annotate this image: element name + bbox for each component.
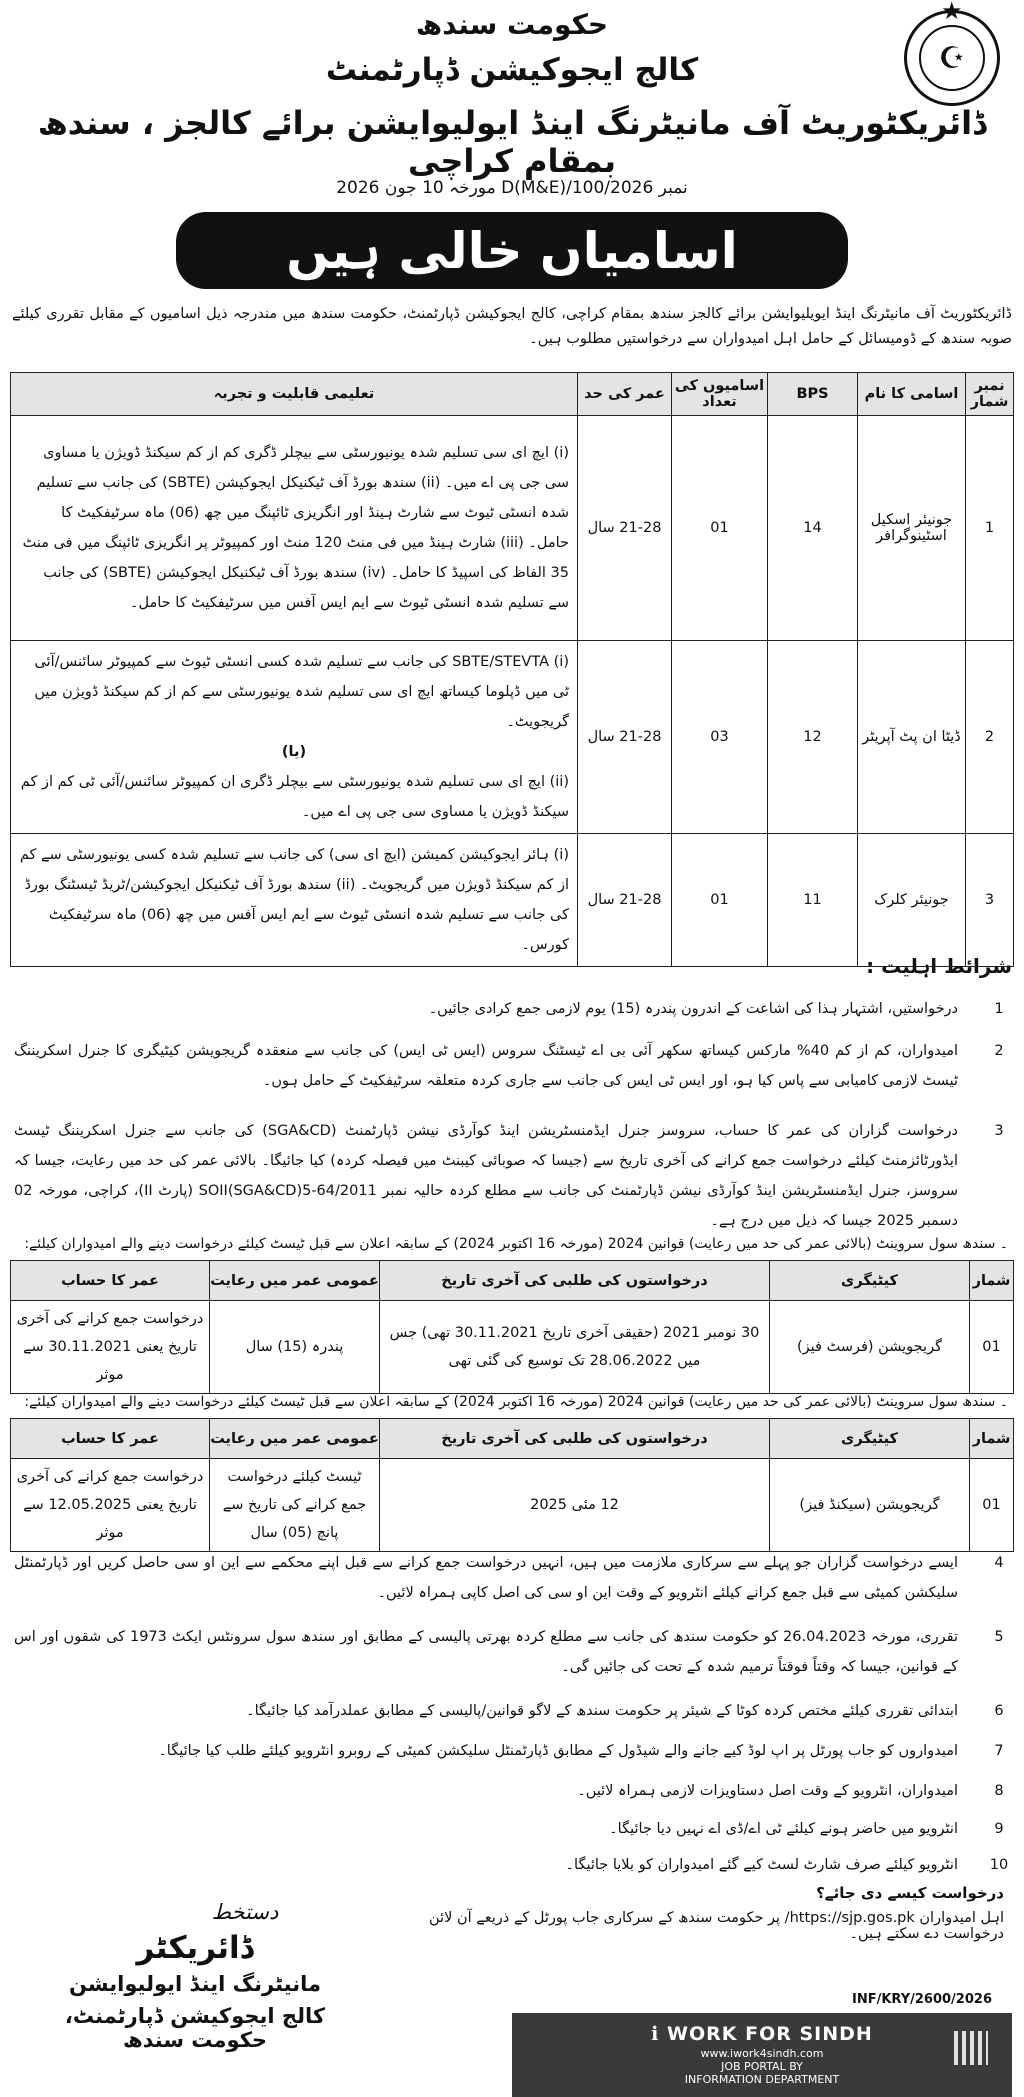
column-header: کیٹیگری <box>770 1261 970 1301</box>
directorate-name: ڈائریکٹوریٹ آف مانیٹرنگ اینڈ ایولیوایشن برائے کالجز ، سندھ بمقام کراچی <box>37 104 987 180</box>
age-cell: 21-28 سال <box>578 834 672 967</box>
qualification-option-2: (ii) ایچ ای سی تسلیم شدہ یونیورسٹی سے بیچلر ڈگری ان کمپیوٹر سائنس/آئی ٹی کم از کم سیکنڈ ڈویژن یا مساوی سی جی پی اے میں۔ <box>20 774 569 820</box>
table-row <box>11 416 1014 641</box>
last-date-cell: 12 مئی 2025 <box>380 1459 770 1552</box>
condition-number: 6 <box>994 1703 1004 1719</box>
or-separator: (یا) <box>281 744 307 760</box>
condition-number: 9 <box>994 1821 1004 1837</box>
government-seal-icon: ★ ☪ <box>904 10 1000 106</box>
bps-cell: 11 <box>768 834 858 967</box>
condition-item <box>14 1036 1010 1096</box>
how-to-apply-text: اہل امیدواران https://sjp.gos.pk/ پر حکومت سندھ کے سرکاری جاب پورٹل کے ذریعے آن لائن درخواست دے سکتے ہیں۔ <box>429 1910 1004 1942</box>
department-name: کالج ایجوکیشن ڈپارٹمنٹ <box>325 52 699 88</box>
information-dept-line: INFORMATION DEPARTMENT <box>684 2073 840 2086</box>
column-header: عمر کا حساب <box>11 1419 210 1459</box>
signatory-line-2: کالج ایجوکیشن ڈپارٹمنٹ، حکومت سندھ <box>64 2004 326 2052</box>
qualification-cell: (i) ہائر ایجوکیشن کمیشن (ایچ ای سی) کی جانب سے تسلیم شدہ کسی یونیورسٹی سے کم از کم سیکنڈ ڈویژن میں گریجویٹ۔ (ii) سندھ بورڈ آف ٹیکنیکل ایجوکیشن/ٹریڈ ٹیسٹنگ بورڈ کی جانب سے تسلیم شدہ انسٹی ٹیوٹ سے ایم ایس آفس میں چھ (06) ماہ سرٹیفکیٹ کورس۔ <box>11 834 578 967</box>
bps-cell: 14 <box>768 416 858 641</box>
category-cell: گریجویشن (سیکنڈ فیز) <box>770 1459 970 1552</box>
age-cell: 21-28 سال <box>578 641 672 834</box>
serial-cell: 01 <box>970 1459 1014 1552</box>
age-relaxation-table-1 <box>10 1260 1014 1394</box>
table-header-row <box>11 1261 1014 1301</box>
condition-text: انٹرویو میں حاضر ہونے کیلئے ٹی اے/ڈی اے نہیں دیا جائیگا۔ <box>609 1821 958 1837</box>
reference-number: نمبر D(M&E)/100/2026 مورخہ 10 جون 2026 <box>336 178 688 198</box>
table-row <box>11 641 1014 834</box>
count-cell: 01 <box>672 834 768 967</box>
condition-number: 10 <box>989 1857 1009 1873</box>
qualification-option-1: (i) SBTE/STEVTA کی جانب سے تسلیم شدہ کسی انسٹی ٹیوٹ سے کمپیوٹر سائنس/آئی ٹی میں ڈپلوما کیساتھ ایچ ای سی تسلیم شدہ یونیورسٹی سے کم از کم سیکنڈ ڈویژن میں گریجویٹ۔ <box>34 654 569 730</box>
condition-number: 1 <box>994 1001 1004 1017</box>
header <box>10 0 1014 180</box>
count-cell: 01 <box>672 416 768 641</box>
condition-number: 5 <box>994 1629 1004 1645</box>
government-name: حکومت سندھ <box>415 8 609 41</box>
column-header: درخواستوں کی طلبی کی آخری تاریخ <box>380 1261 770 1301</box>
serial-cell: 1 <box>966 416 1014 641</box>
table-row <box>11 1301 1014 1394</box>
last-date-cell: 30 نومبر 2021 (حقیقی آخری تاریخ 30.11.2021 تھی) جس میں 28.06.2022 تک توسیع کی گئی تھی <box>380 1301 770 1394</box>
intro-paragraph: ڈائریکٹوریٹ آف مانیٹرنگ اینڈ ایویلیوایشن برائے کالجز سندھ بمقام کراچی، کالج ایجوکیشن ڈپارٹمنٹ، حکومت سندھ میں مندرجہ ذیل اسامیوں کے مقابل تقرری کیلئے صوبہ سندھ کے ڈومیسائل کے حامل اہل امیدواران سے درخواستیں مطلوب ہیں۔ <box>12 306 1012 347</box>
serial-cell: 01 <box>970 1301 1014 1394</box>
age-relaxation-table-2 <box>10 1418 1014 1552</box>
brand-name: ℹ WORK FOR SINDH <box>651 2023 873 2045</box>
bps-cell: 12 <box>768 641 858 834</box>
conditions-title: شرائط اہلیت : <box>866 954 1012 978</box>
work-for-sindh-footer <box>512 2013 1012 2097</box>
relaxation-cell: پندرہ (15) سال <box>210 1301 380 1394</box>
column-header: تعلیمی قابلیت و تجربہ <box>11 373 578 416</box>
condition-number: 3 <box>994 1123 1004 1139</box>
column-header: شمار <box>970 1261 1014 1301</box>
condition-item <box>14 994 1010 1024</box>
how-to-apply-title: درخواست کیسے دی جائے؟ <box>816 1884 1004 1902</box>
condition-item <box>14 1548 1010 1608</box>
table-header-row <box>11 373 1014 416</box>
condition-text: انٹرویو کیلئے صرف شارٹ لسٹ کیے گئے امیدواران کو بلایا جائیگا۔ <box>565 1857 958 1873</box>
column-header: عمومی عمر میں رعایت <box>210 1261 380 1301</box>
condition-item <box>14 1736 1010 1766</box>
info-icon: ℹ <box>651 2023 668 2045</box>
condition-text: درخواستیں، اشتہار ہذا کی اشاعت کے اندرون پندرہ (15) یوم لازمی جمع کرادی جائیں۔ <box>428 1001 958 1017</box>
condition-text: امیدواران، انٹرویو کے وقت اصل دستاویزات لازمی ہمراہ لائیں۔ <box>577 1783 958 1799</box>
condition-item <box>14 1814 1010 1844</box>
signature-mark: دستخط <box>211 1900 279 1924</box>
column-header: شمار <box>970 1419 1014 1459</box>
post-cell: ڈیٹا ان پٹ آپریٹر <box>858 641 966 834</box>
column-header: کیٹیگری <box>770 1419 970 1459</box>
column-header: عمر کی حد <box>578 373 672 416</box>
signatory-line-1: مانیٹرنگ اینڈ ایولیوایشن <box>69 1972 321 1996</box>
serial-cell: 2 <box>966 641 1014 834</box>
column-header: BPS <box>768 373 858 416</box>
condition-item <box>14 1850 1010 1880</box>
table-row <box>11 834 1014 967</box>
count-cell: 03 <box>672 641 768 834</box>
inf-number: INF/KRY/2600/2026 <box>852 1992 992 2007</box>
table-row <box>11 1459 1014 1552</box>
column-header: اسامی کا نام <box>858 373 966 416</box>
column-header: عمر کا حساب <box>11 1261 210 1301</box>
portal-line: JOB PORTAL BY <box>721 2060 803 2073</box>
table-header-row <box>11 1419 1014 1459</box>
condition-text: امیدواران، کم از کم 40% مارکس کیساتھ سکھر آئی بی اے ٹیسٹنگ سروس (ایس ٹی ایس) کی جانب سے منعقدہ گریجویشن کیٹیگری کا جنرل اسکریننگ ٹیسٹ لازمی کامیابی سے پاس کیا ہو، اور ایس ٹی ایس کی جانب سے جاری کردہ متعلقہ سرٹیفکیٹ کے حامل ہوں۔ <box>14 1043 958 1089</box>
age-cell: 21-28 سال <box>578 416 672 641</box>
condition-item <box>14 1776 1010 1806</box>
column-header: درخواستوں کی طلبی کی آخری تاریخ <box>380 1419 770 1459</box>
post-cell: جونیئر اسکیل اسٹینوگرافر <box>858 416 966 641</box>
column-header: اسامیوں کی تعداد <box>672 373 768 416</box>
condition-text: تقرری، مورخہ 26.04.2023 کو حکومت سندھ کی جانب سے مطلع کردہ بھرتی پالیسی کے مطابق اور سندھ سول سرونٹس ایکٹ 1973 کی شقوں اور اس کے قوانین، جیسا کہ وقتاً فوقتاً ترمیم شدہ کے تحت کی جائیں گی۔ <box>14 1629 958 1675</box>
star-icon: ★ <box>941 0 963 25</box>
qr-code-icon <box>954 2031 988 2065</box>
condition-item <box>14 1116 1010 1236</box>
condition-number: 4 <box>994 1555 1004 1571</box>
condition-number: 7 <box>994 1743 1004 1759</box>
condition-item <box>14 1622 1010 1682</box>
qualification-cell <box>11 641 578 834</box>
relaxation-cell: ٹیسٹ کیلئے درخواست جمع کرانے کی تاریخ سے پانچ (05) سال <box>210 1459 380 1552</box>
signatory-title: ڈائریکٹر <box>136 1930 254 1966</box>
age-calculation-cell: درخواست جمع کرانے کی آخری تاریخ یعنی 30.11.2021 سے موثر <box>11 1301 210 1394</box>
relaxation-note-2: ۔ سندھ سول سروینٹ (بالائی عمر کی حد میں رعایت) قوانین 2024 (مورخہ 16 اکتوبر 2024) کے سابقہ اعلان سے قبل ٹیسٹ کیلئے درخواست دینے والے امیدواران کیلئے: <box>24 1394 1008 1410</box>
condition-number: 2 <box>994 1043 1004 1059</box>
column-header: نمبر شمار <box>966 373 1014 416</box>
condition-text: ابتدائی تقرری کیلئے مختص کردہ کوٹا کے شیئر پر حکومت سندھ کے لاگو قوانین/پالیسی کے مطابق عملدرآمد کیا جائیگا۔ <box>246 1703 958 1719</box>
column-header: عمومی عمر میں رعایت <box>210 1419 380 1459</box>
signature-block <box>30 1900 360 2052</box>
serial-cell: 3 <box>966 834 1014 967</box>
relaxation-note-1: ۔ سندھ سول سروینٹ (بالائی عمر کی حد میں رعایت) قوانین 2024 (مورخہ 16 اکتوبر 2024) کے سابقہ اعلان سے قبل ٹیسٹ کیلئے درخواست دینے والے امیدواران کیلئے: <box>24 1236 1008 1252</box>
condition-text: درخواست گزاران کی عمر کا حساب، سروسز جنرل ایڈمنسٹریشن اینڈ کوآرڈی نیشن ڈپارٹمنٹ (SGA&CD) کی جانب سے جنرل اسکریننگ ٹیسٹ ایڈورٹائزمنٹ کیلئے درخواست جمع کرانے کی آخری تاریخ سے (جیسا کہ صوبائی کیبنٹ میں فیصلہ کردہ) کیا جائیگا۔ بالائی عمر کی حد میں رعایت، جیسا کہ سروسز، جنرل ایڈمنسٹریشن اینڈ کوآرڈی نیشن ڈپارٹمنٹ کی جانب سے مطلع کردہ حالیہ نمبر SOII(SGA&CD)5-64/2011 (پارٹ II)، کراچی، مورخہ 02 دسمبر 2025 جیسا کہ ذیل میں درج ہے۔ <box>14 1123 959 1229</box>
brand-url: www.iwork4sindh.com <box>700 2047 824 2060</box>
condition-item <box>14 1696 1010 1726</box>
condition-text: ایسے درخواست گزاران جو پہلے سے سرکاری ملازمت میں ہیں، انہیں درخواست جمع کرانے سے قبل اپنے محکمے سے این او سی حاصل کریں اور ڈپارٹمنٹل سلیکشن کمیٹی سے قبل جمع کرانے کیلئے انٹرویو کے وقت این او سی کی اصل کاپی ہمراہ لائیں۔ <box>14 1555 958 1601</box>
condition-number: 8 <box>994 1783 1004 1799</box>
posts-table <box>10 372 1014 967</box>
condition-text: امیدواروں کو جاب پورٹل پر اپ لوڈ کیے جانے والے شیڈول کے مطابق ڈپارٹمنٹل سلیکشن کمیٹی کے روبرو انٹرویو کیلئے طلب کیا جائیگا۔ <box>158 1743 958 1759</box>
age-calculation-cell: درخواست جمع کرانے کی آخری تاریخ یعنی 12.05.2025 سے موثر <box>11 1459 210 1552</box>
post-cell: جونیئر کلرک <box>858 834 966 967</box>
qualification-cell: (i) ایچ ای سی تسلیم شدہ یونیورسٹی سے بیچلر ڈگری کم از کم سیکنڈ ڈویژن یا مساوی سی جی پی اے میں۔ (ii) سندھ بورڈ آف ٹیکنیکل ایجوکیشن (SBTE) کی جانب سے تسلیم شدہ انسٹی ٹیوٹ سے شارٹ ہینڈ اور انگریزی ٹائپنگ میں چھ (06) ماہ سرٹیفکیٹ کا حامل۔ (iii) شارٹ ہینڈ میں فی منٹ 120 منٹ اور کمپیوٹر پر انگریزی ٹائپنگ میں فی منٹ 35 الفاظ کی اسپیڈ کا حامل۔ (iv) سندھ بورڈ آف ٹیکنیکل ایجوکیشن (SBTE) کی جانب سے تسلیم شدہ انسٹی ٹیوٹ سے ایم ایس آفس میں سرٹیفکیٹ کا حامل۔ <box>11 416 578 641</box>
category-cell: گریجویشن (فرسٹ فیز) <box>770 1301 970 1394</box>
vacancies-banner: اسامیاں خالی ہیں <box>176 212 848 289</box>
